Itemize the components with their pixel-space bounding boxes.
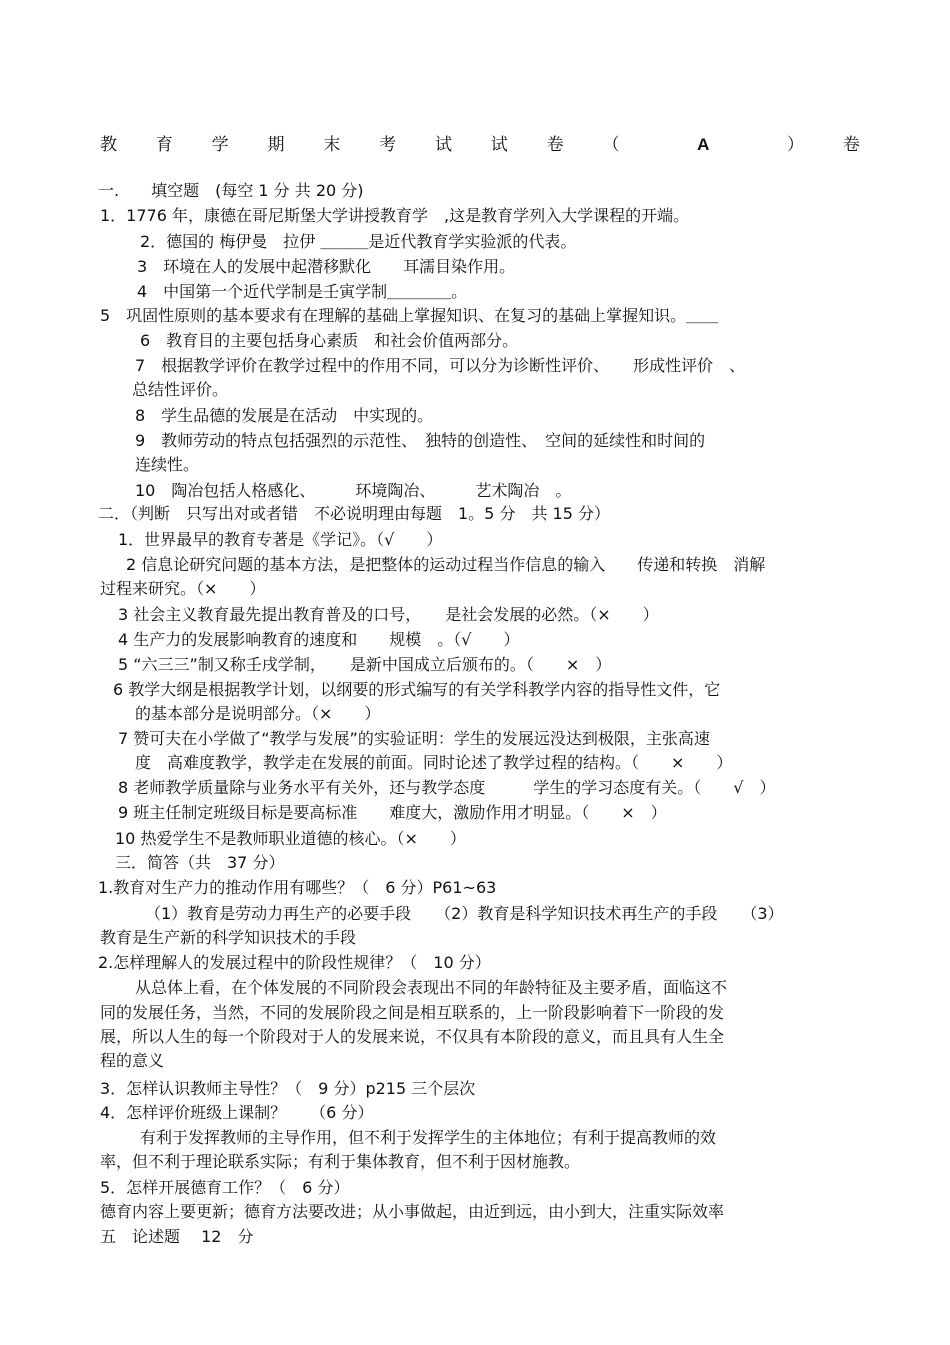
title-char: 育 <box>155 135 173 155</box>
paper-version: A <box>697 135 710 154</box>
title-char: 考 <box>379 135 397 155</box>
title-char: 试 <box>490 135 508 155</box>
text-line: 2．德国的 梅伊曼 拉伊 ＿＿＿是近代教育学实验派的代表。 <box>140 232 577 251</box>
text-line: 9 班主任制定班级目标是要高标准 难度大，激励作用才明显。（ × ） <box>118 803 667 822</box>
text-line: 8 学生品德的发展是在活动 中实现的。 <box>135 406 434 425</box>
text-line: 二．（判断 只写出对或者错 不必说明理由每题 1。5 分 共 15 分） <box>98 504 610 523</box>
text-line: 展，所以人生的每一个阶段对于人的发展来说，不仅具有本阶段的意义，而且具有人生全 <box>100 1027 725 1046</box>
text-line: 3．怎样认识教师主导性？（ 9 分）p215 三个层次 <box>100 1079 476 1098</box>
text-line: 2.怎样理解人的发展过程中的阶段性规律？（ 10 分） <box>98 953 491 972</box>
text-line: 1．世界最早的教育专著是《学记》。（√ ） <box>118 530 443 549</box>
text-line: 的基本部分是说明部分。（× ） <box>135 704 381 723</box>
text-line: 5 巩固性原则的基本要求有在理解的基础上掌握知识、在复习的基础上掌握知识。＿＿ <box>100 306 719 325</box>
text-line: 连续性。 <box>135 455 200 474</box>
text-line: 3 环境在人的发展中起潜移默化 耳濡目染作用。 <box>137 257 516 276</box>
text-line: 4 生产力的发展影响教育的速度和 规模 。（√ ） <box>118 630 520 649</box>
text-line: 10 热爱学生不是教师职业道德的核心。（× ） <box>115 829 466 848</box>
text-line: 一. 填空题 (每空 1 分 共 20 分) <box>98 181 364 200</box>
text-line: 过程来研究。（× ） <box>100 579 266 598</box>
text-line: 1.教育对生产力的推动作用有哪些？（ 6 分）P61~63 <box>98 878 497 897</box>
text-line: 总结性评价。 <box>132 380 229 399</box>
text-line: 有利于发挥教师的主导作用，但不利于发挥学生的主体地位；有利于提高教师的效 <box>140 1128 717 1147</box>
text-line: 从总体上看，在个体发展的不同阶段会表现出不同的年龄特征及主要矛盾，面临这不 <box>135 978 728 997</box>
text-line: 教育是生产新的科学知识技术的手段 <box>100 928 357 947</box>
text-line: 3 社会主义教育最先提出教育普及的口号， 是社会发展的必然。（× ） <box>118 605 659 624</box>
text-line: 度 高难度教学，教学走在发展的前面。同时论述了教学过程的结构。（ × ） <box>135 753 733 772</box>
text-line: 5 “六三三”制又称壬戌学制， 是新中国成立后颁布的。（ × ） <box>118 655 612 674</box>
title-char: 学 <box>211 135 229 155</box>
text-line: 2 信息论研究问题的基本方法，是把整体的运动过程当作信息的输入 传递和转换 消解 <box>126 555 766 574</box>
text-line: 4 中国第一个近代学制是壬寅学制＿＿＿＿。 <box>137 282 468 301</box>
title-suffix: 卷 <box>842 135 860 155</box>
text-line: 10 陶冶包括人格感化、 环境陶冶、 艺术陶冶 。 <box>135 481 572 500</box>
text-line: 7 赞可夫在小学做了“教学与发展”的实验证明：学生的发展远没达到极限，主张高速 <box>118 729 710 748</box>
title-char: 期 <box>267 135 285 155</box>
text-line: 8 老师教学质量除与业务水平有关外，还与教学态度 学生的学习态度有关。（ √ ） <box>118 778 776 797</box>
title-char: ） <box>787 135 805 155</box>
title-char: 试 <box>434 135 452 155</box>
text-line: 程的意义 <box>100 1051 165 1070</box>
text-line: 5．怎样开展德育工作？（ 6 分） <box>100 1178 350 1197</box>
text-line: 7 根据教学评价在教学过程中的作用不同，可以分为诊断性评价、 形成性评价 、 <box>135 356 746 375</box>
text-line: 6 教育目的主要包括身心素质 和社会价值两部分。 <box>140 331 519 350</box>
title-char: 末 <box>323 135 341 155</box>
text-line: 6 教学大纲是根据教学计划，以纲要的形式编写的有关学科教学内容的指导性文件，它 <box>113 680 721 699</box>
exam-title <box>100 133 860 157</box>
text-line: 德育内容上要更新；德育方法要改进；从小事做起，由近到远，由小到大，注重实际效率 <box>100 1202 725 1221</box>
title-char: （ <box>602 135 620 155</box>
text-line: （1）教育是劳动力再生产的必要手段 （2）教育是科学知识技术再生产的手段 （3） <box>145 904 784 923</box>
title-char: 卷 <box>546 135 564 155</box>
text-line: 三．简答（共 37 分） <box>115 853 285 872</box>
text-line: 9 教师劳动的特点包括强烈的示范性、 独特的创造性、 空间的延续性和时间的 <box>135 431 706 450</box>
text-line: 1．1776 年，康德在哥尼斯堡大学讲授教育学 ,这是教育学列入大学课程的开端。 <box>100 206 690 225</box>
text-line: 率，但不利于理论联系实际；有利于集体教育，但不利于因材施教。 <box>100 1152 581 1171</box>
text-line: 同的发展任务，当然，不同的发展阶段之间是相互联系的，上一阶段影响着下一阶段的发 <box>100 1003 725 1022</box>
text-line: 五 论述题 12 分 <box>100 1227 254 1246</box>
text-line: 4．怎样评价班级上课制？ （6 分） <box>100 1103 374 1122</box>
title-char: 教 <box>100 135 117 155</box>
